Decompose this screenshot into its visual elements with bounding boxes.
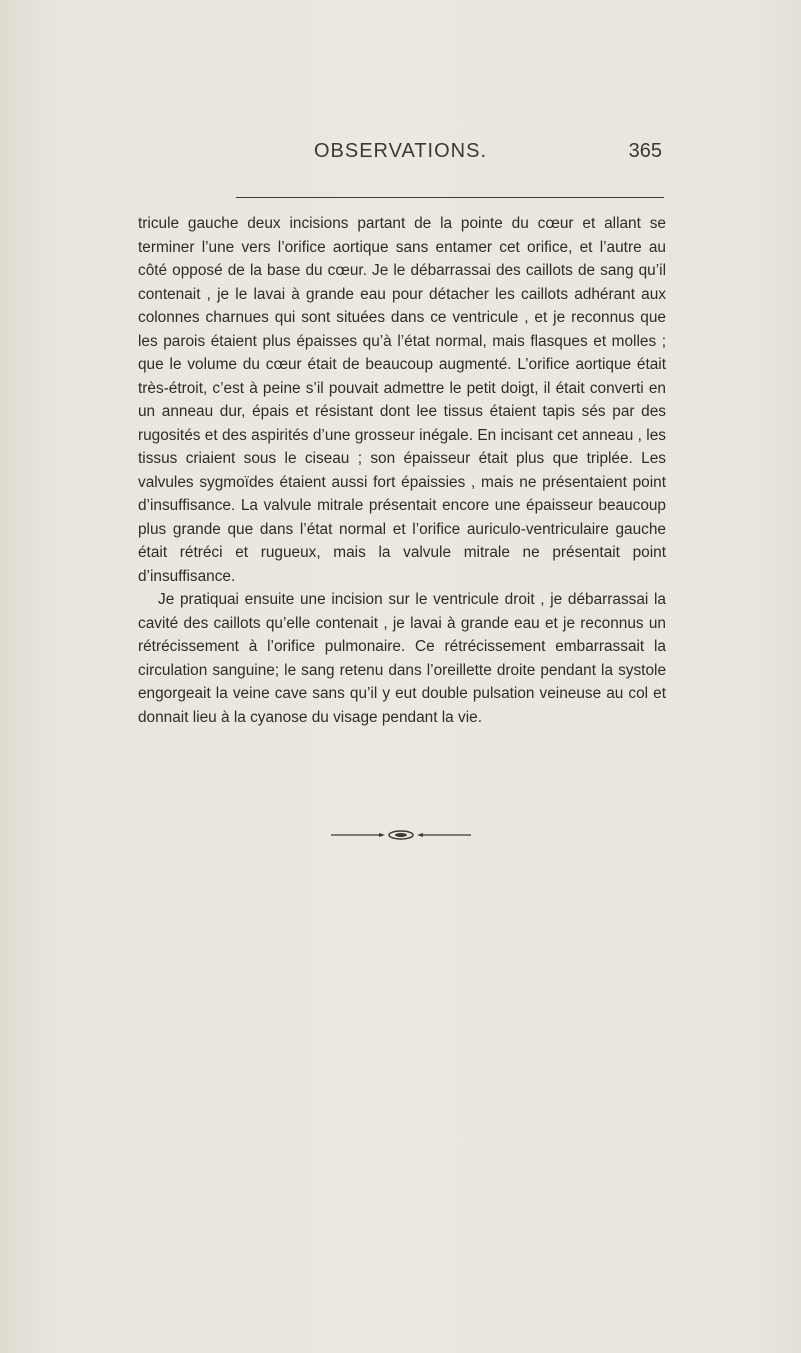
end-ornament (331, 829, 471, 841)
page-number: 365 (628, 140, 662, 162)
header-rule (236, 197, 664, 198)
paragraph: Je pratiquai ensuite une incision sur le ventricule droit , je débarrassai la cavité des caillots qu’elle contenait , je lavai à grande eau et je reconnus un rétrécissement à l’orifice pulmonaire. Ce rétrécissement embarrassait la circulation sanguine; le sang retenu dans l’oreillette droite pendant la systole engorgeait la veine cave sans qu’il y eut double pulsation veineuse au col et donnait lieu à la cyanose du visage pendant la vie. (138, 591, 666, 726)
body-text (138, 212, 666, 729)
page-header (0, 140, 801, 170)
running-title: OBSERVATIONS. (313, 140, 488, 162)
paragraph: tricule gauche deux incisions partant de la pointe du cœur et allant se terminer l’une vers l’orifice aortique sans entamer cet orifice, et l’autre au côté opposé de la base du cœur. Je le débarrassai des caillots de sang qu’il contenait , je le lavai à grande eau pour détacher les caillots adhérant aux colonnes charnues qui sont situées dans ce ventricule , et je reconnus que les parois étaient plus épaisses qu’à l’état normal, mais flasques et molles ; que le volume du cœur était de beaucoup augmenté. L’orifice aortique était très-étroit, c’est à peine s’il pouvait admettre le petit doigt, il était converti en un anneau dur, épais et résistant dont lee tissus étaient tapis sés par des rugosités et des aspirités d’une grosseur inégale. En incisant cet anneau , les tissus criaient sous le ciseau ; son épaisseur était plus que triplée. Les valvules sygmoïdes étaient aussi fort épaissies , mais ne présentaient point d’insuffisance. La valvule mitrale présentait encore une épaisseur beaucoup plus grande que dans l’état normal et l’orifice auriculo-ventriculaire gauche était rétréci et rugueux, mais la valvule mitrale ne présentait point d’insuffisance. (138, 215, 666, 585)
